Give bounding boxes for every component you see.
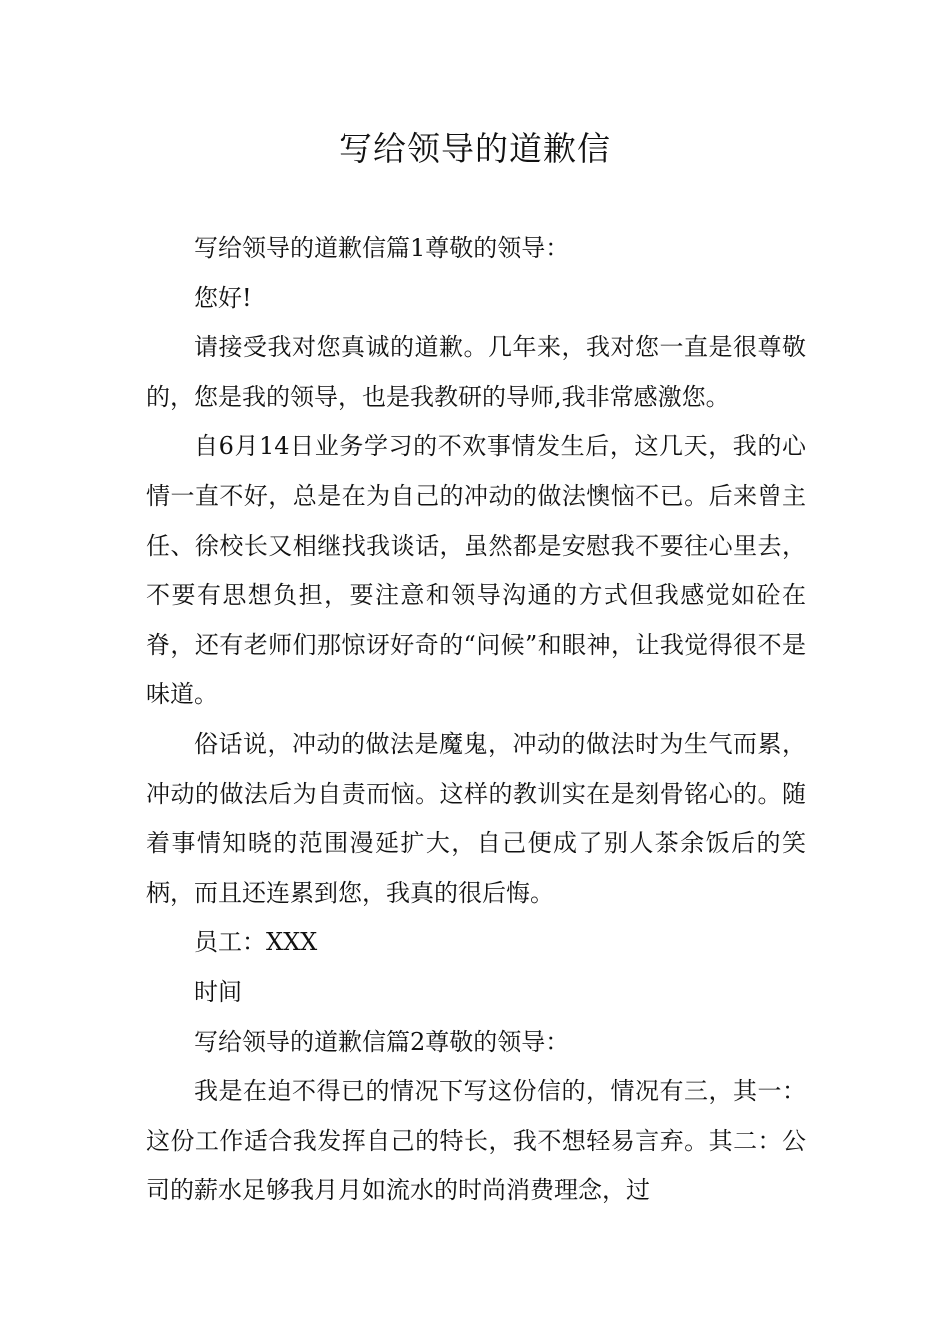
paragraph-heading-2: 写给领导的道歉信篇2尊敬的领导： bbox=[194, 1027, 570, 1056]
paragraph: 俗话说，冲动的做法是魔鬼，冲动的做法时为生气而累，冲动的做法后为自责而恼。这样的教训实在是刻骨铭心的。随着事情知晓的范围漫延扩大，自己便成了别人茶余饭后的笑柄，而且还连累到您，我真的很后悔。 bbox=[146, 729, 806, 907]
date-line: 时间 bbox=[194, 977, 242, 1006]
signature-line: 员工：XXX bbox=[194, 928, 318, 957]
paragraph: 自6月14日业务学习的不欢事情发生后，这几天，我的心情一直不好，总是在为自己的冲动的做法懊恼不已。后来曾主任、徐校长又相继找我谈话，虽然都是安慰我不要往心里去，不要有思想负担，要注意和领导沟通的方式但我感觉如砼在脊，还有老师们那惊讶好奇的“问候”和眼神，让我觉得很不是味道。 bbox=[146, 432, 806, 709]
document-title: 写给领导的道歉信 bbox=[339, 129, 611, 168]
paragraph-greeting: 您好! bbox=[194, 283, 252, 312]
paragraph: 我是在迫不得已的情况下写这份信的，情况有三，其一：这份工作适合我发挥自己的特长，我不想轻易言弃。其二：公司的薪水足够我月月如流水的时尚消费理念，过 bbox=[146, 1077, 806, 1205]
paragraph: 请接受我对您真诚的道歉。几年来，我对您一直是很尊敬的，您是我的领导，也是我教研的导师,我非常感激您。 bbox=[146, 333, 806, 411]
document-body bbox=[146, 224, 806, 1216]
paragraph-heading-1: 写给领导的道歉信篇1尊敬的领导： bbox=[194, 234, 570, 262]
